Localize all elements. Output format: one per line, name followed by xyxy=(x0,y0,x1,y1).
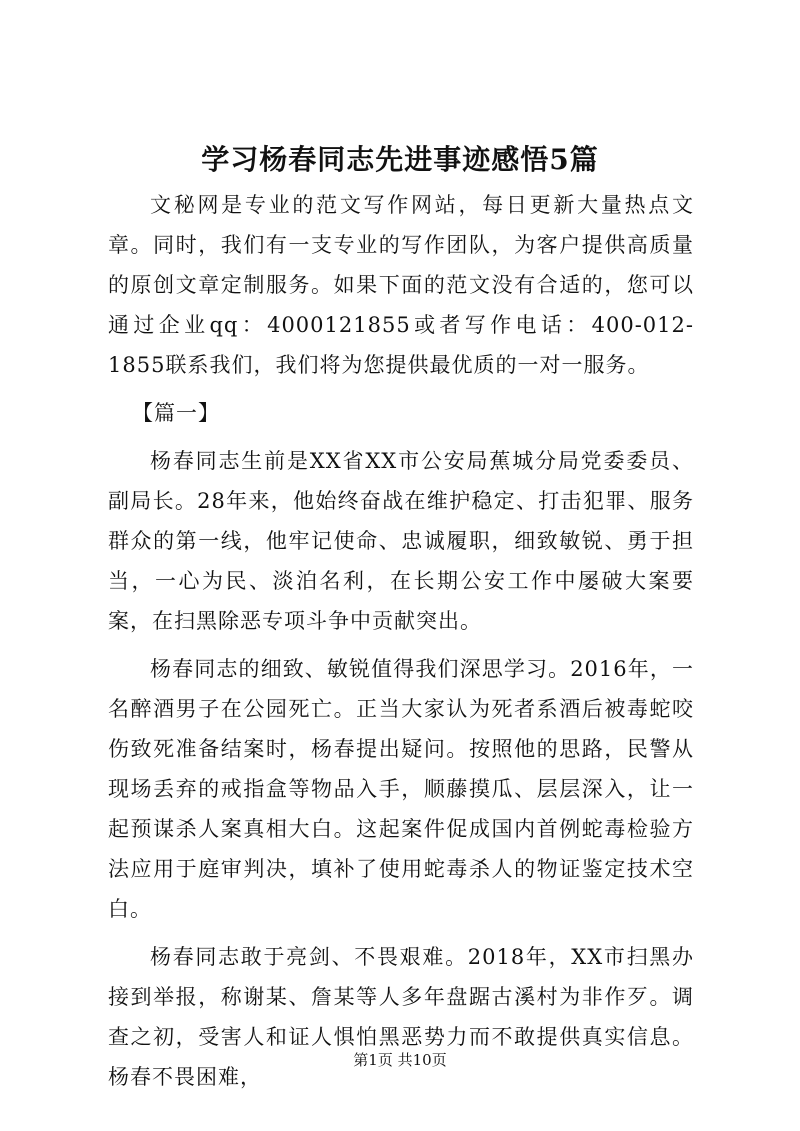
paragraph-3: 杨春同志敢于亮剑、不畏艰难。2018年，XX市扫黑办接到举报，称谢某、詹某等人多年盘踞古溪村为非作歹。调查之初，受害人和证人惧怕黑恶势力而不敢提供真实信息。杨春不畏困难， xyxy=(108,945,694,1089)
paragraph-1: 杨春同志生前是XX省XX市公安局蕉城分局党委委员、副局长。28年来，他始终奋战在维护稳定、打击犯罪、服务群众的第一线，他牢记使命、忠诚履职，细致敏锐、勇于担当，一心为民、淡泊名利，在长期公安工作中屡破大案要案，在扫黑除恶专项斗争中贡献突出。 xyxy=(108,449,694,633)
intro-paragraph: 文秘网是专业的范文写作网站，每日更新大量热点文章。同时，我们有一支专业的写作团队，为客户提供高质量的原创文章定制服务。如果下面的范文没有合适的，您可以通过企业qq：4000121855或者写作电话：400-012-1855联系我们，我们将为您提供最优质的一对一服务。 xyxy=(108,193,694,377)
document-title: 学习杨春同志先进事迹感悟5篇 xyxy=(201,143,599,176)
page-footer: 第1页 共10页 xyxy=(353,1051,447,1069)
paragraph-2: 杨春同志的细致、敏锐值得我们深思学习。2016年，一名醉酒男子在公园死亡。正当大家认为死者系酒后被毒蛇咬伤致死准备结案时，杨春提出疑问。按照他的思路，民警从现场丢弃的戒指盒等物品入手，顺藤摸瓜、层层深入，让一起预谋杀人案真相大白。这起案件促成国内首例蛇毒检验方法应用于庭审判决，填补了使用蛇毒杀人的物证鉴定技术空白。 xyxy=(108,657,694,921)
section-heading: 【篇一】 xyxy=(132,401,220,425)
document-body xyxy=(108,185,694,1097)
